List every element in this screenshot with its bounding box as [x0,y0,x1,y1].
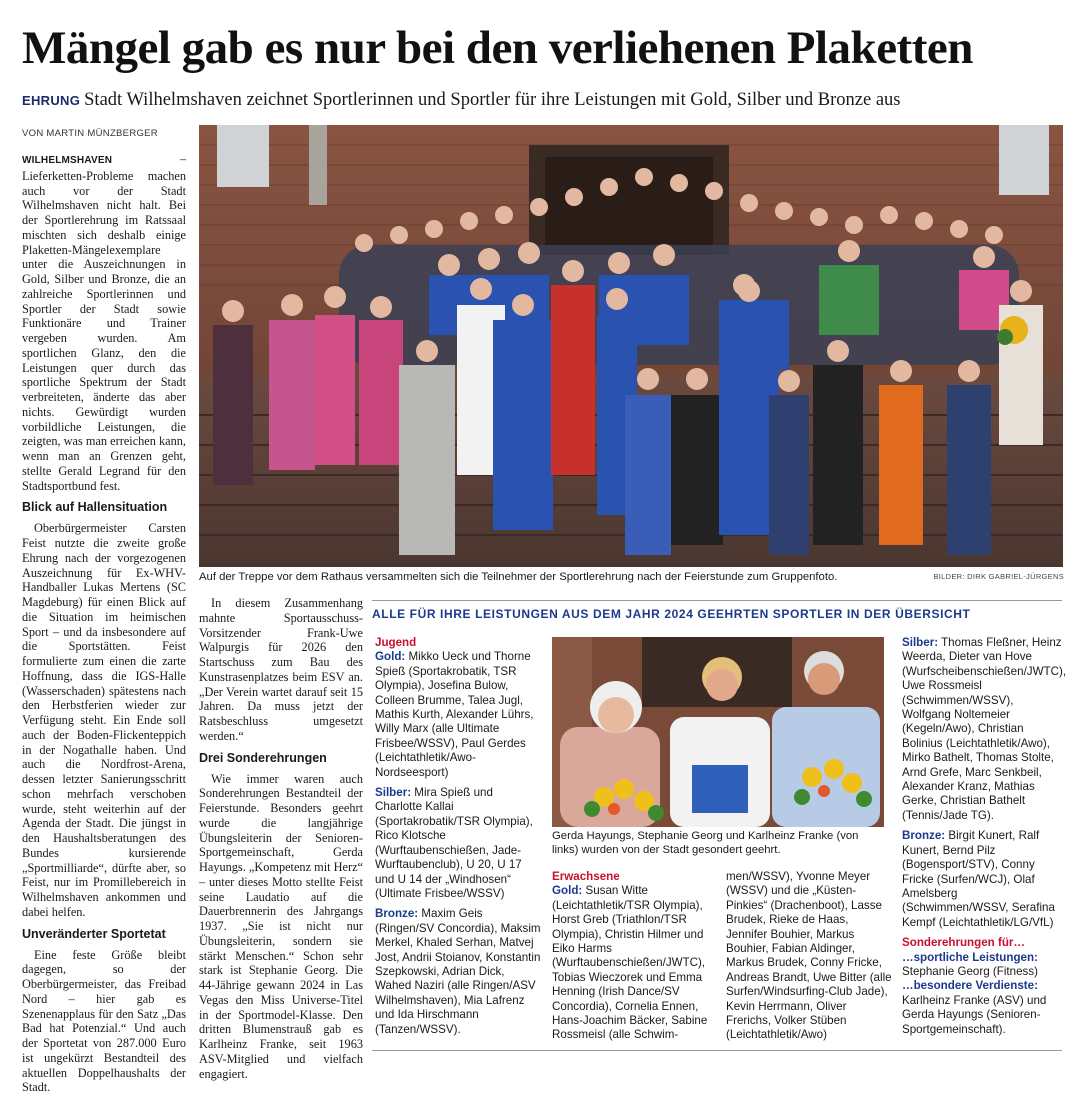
dateline: WILHELMSHAVEN [22,155,112,166]
section-heading-sonder: Sonderehrungen für… [902,936,1064,950]
gold-label: Gold: [552,884,582,897]
erwachsene-silber [902,636,1064,823]
silber-label: Silber: [375,786,411,799]
overview-title: ALLE FÜR IHRE LEISTUNGEN AUS DEM JAHR 2024 GEEHRTEN SPORTLER IN DER ÜBERSICHT [372,607,1062,621]
overview-erwachsene-b [726,870,892,1050]
subheading: Unveränderter Sportetat [22,926,186,942]
jugend-gold-names: Mikko Ueck und Thorne Spieß (Sportakrobatik, TSR Olympia), Josefina Bulow, Colleen Brumme, Talea Jugl, Mathis Kurth, Alexander Lührs, Willy Marx (alle Ultimate Frisbee/WSSV), Paul Gerdes (Leichtathletik/Awo-Nordseesport) [375,650,534,778]
silber-label: Silber: [902,636,938,649]
subheading: Drei Sonderehrungen [199,750,363,766]
section-heading-erwachsene: Erwachsene [552,870,718,884]
paragraph: In diesem Zusammenhang mahnte Sportausschuss-Vorsitzender Frank-Uwe Walpurgis für 2026 den Startschuss zum Bau des Kunstrasenplatzes beim ESV an. „Der Verein wartet darauf seit 15 Jahren. Da muss jetzt der Ratsbeschluss umgesetzt werden.“ [199,596,363,744]
erwachsene-gold-cont: men/WSSV), Yvonne Meyer (WSSV) und die „Küsten-Pinkies“ (Drachenboot), Lasse Brudek, Rieke de Haas, Jennifer Bouhier, Markus Bouhier, Fabian Aldinger, Markus Brudek, Conny Fricke, Andreas Brandt, Uwe Bitter (alle Surfen/Windsurfing-Club Jade), Kevin Herrmann, Oliver Frerichs, Volker Stüben (Leichtathletik/Awo) [726,870,892,1043]
sonder-verdienst: Karlheinz Franke (ASV) und Gerda Hayungs (Senioren-Sportgemeinschaft). [902,994,1064,1037]
group-photo-image [199,125,1063,567]
gold-label: Gold: [375,650,405,663]
jugend-silber [375,786,541,901]
erwachsene-gold-names-a: Susan Witte (Leichtathletik/TSR Olympia), Horst Greb (Triathlon/TSR Olympia), Christin Hilmer und Eiko Harms (Wurftaubenschießen/JWTC), Tobias Wieczorek und Emma Henning (Irish Dance/SV Concordia), Cornelia Ennen, Hans-Joachim Bäcker, Sabine Rossmeisl (alle Schwim- [552,884,707,1041]
erwachsene-bronze [902,829,1064,930]
honorees-photo-image [552,637,884,827]
erwachsene-bronze-names: Birgit Kunert, Ralf Kunert, Bernd Pilz (Bogensport/STV), Conny Fricke (Surfen/WCJ), Olaf Amelsberg (Schwimmen/WSSV, Serafina Kempf (Leichtathletik/LG/VfL) [902,829,1055,928]
jugend-gold [375,650,541,780]
honorees-photo [552,637,884,827]
subline [22,88,1062,113]
section-heading-jugend: Jugend [375,636,541,650]
paragraph: Oberbürgermeister Carsten Feist nutzte die zweite große Ehrung nach der vorgezogenen Auszeichnung für Ex-WHV-Handballer Lukas Mertens (SC Magdeburg) für einen Blick auf die Situation im heimischen Sport – und da insbesondere auf die Sportstätten. Feist formulierte zum einen die zarte Hoffnung, dass die IGS-Halle (Wasserschaden) spätestens nach den Herbstferien wieder zur Verfügung steht. Ein Ende soll auch der Boden-Flickenteppich in der Nogathalle haben. Und auch die Nordfrost-Arena, dessen letzter Sanierungsschritt schon mehrfach verschoben wurde, steht weiterhin auf der Agenda der Stadt. Die jüngst in den Haushaltsberatungen des Bundes kursierende „Sportmilliarde“, dürfte aber, so Feist, nur im Promillebereich in Wilhelmshaven ankommen und dabei helfen. [22,521,186,919]
author-byline: VON MARTIN MÜNZBERGER [22,128,158,139]
sonder-sport-label: …sportliche Leistungen: [902,951,1064,965]
paragraph-text: – Lieferketten-Probleme machen auch vor der Stadt Wilhelmshaven nicht halt. Bei der Sportlerehrung im Ratssaal mischten sich deshalb einige Plaketten-Mängelexemplare unter die Auszeichnungen in Gold, Silber und Bronze, die an zahlreiche Sportlerinnen und Sportler der Stadt sowie Funktionäre und Trainer vergeben wurden. Am sportlichen Glanz, den die Leistungen quer durch das sportliche Spektrum der Stadt verbreiteten, änderte das aber nichts. Gewürdigt wurden vorbildliche Leistungen, die zeigten, was man erreichen kann, wenn man an Grenzen geht, stellte Gerald Legrand für den Stadtsportbund fest. [22,152,186,493]
article-column-2 [199,596,363,1051]
paragraph: Eine feste Größe bleibt dagegen, so der Oberbürgermeister, das Freibad Nord – hier gab es Szenenapplaus für den Satz „Das Bad hat Potenzial.“ Und auch der Sportetat von 287.000 Euro ist ungekürzt Bestandteil des aktuellen Doppelhaushalts der Stadt. [22,948,186,1095]
overview-erwachsene-a [552,870,718,1050]
honorees-caption: Gerda Hayungs, Stephanie Georg und Karlheinz Franke (von links) wurden von der Stadt gesondert geehrt. [552,829,886,857]
kicker: EHRUNG [22,93,80,108]
subline-text: Stadt Wilhelmshaven zeichnet Sportlerinnen und Sportler für ihre Leistungen mit Gold, Silber und Bronze aus [84,90,900,110]
overview-rule-bottom [372,1050,1062,1051]
paragraph [22,152,186,493]
paragraph: Wie immer waren auch Sonderehrungen Bestandteil der Feierstunde. Besonders geehrt wurde die langjährige Übungsleiterin der Senioren-Sportgemeinschaft, Gerda Hayungs. „Kompetenz mit Herz“ – unter dieses Motto stellte Feist seine Laudatio auf die Dauerbrennerin des Jahrgangs 1937. „Sie ist nicht nur Übungsleiterin, sondern sie stärkt Menschen.“ Schon sehr stark ist Stephanie Georg. Die 44-Jährige gewann 2024 in Las Vegas den Miss Universe-Titel in der Sportmodel-Klasse. Den dritten Blumenstrauß gab es Karlheinz Franke, seit 1963 ASV-Mitglied und vielfach engagiert. [199,772,363,1082]
jugend-silber-names: Mira Spieß und Charlotte Kallai (Sportakrobatik/TSR Olympia), Rico Klotsche (Wurftaubenschießen, Jade-Wurftaubenclub), U 20, U 17 und U 14 der „Windhosen“ (Ultimate Frisbee/WSSV) [375,786,533,900]
erwachsene-gold [552,884,718,1042]
overview-column-silber-bronze [902,636,1064,1050]
erwachsene-silber-names: Thomas Fleßner, Heinz Weerda, Dieter van Hove (Wurfscheibenschießen/JWTC), Uwe Rossmeisl (Schwimmen/WSSV), Wolfgang Noltemeier (Kegeln/Awo), Christian Bolinius (Leichtathletik/Awo), Mirko Bathelt, Thomas Stolte, Arnd Grefe, Marc Senkbeil, Alexander Kranz, Mathias Gerke, Christian Bathelt (Tennis/Jade TG). [902,636,1066,822]
jugend-bronze-names: Maxim Geis (Ringen/SV Concordia), Maksim Merkel, Khaled Serhan, Matvej Jost, Andrii Stoianov, Konstantin Szepkowski, Adrian Dick, Wahed Naziri (alle Ringen/ASV Wilhelmshaven), Mia Lafrenz und Ida Hirschmann (Tanzen/WSSV). [375,907,541,1035]
headline: Mängel gab es nur bei den verliehenen Plaketten [22,22,1052,74]
bronze-label: Bronze: [375,907,418,920]
overview-rule-top [372,600,1062,601]
group-photo [199,125,1063,567]
photo-caption: Auf der Treppe vor dem Rathaus versammelten sich die Teilnehmer der Sportlerehrung nach der Feierstunde zum Gruppenfoto. [199,570,919,584]
sonder-sport: Stephanie Georg (Fitness) [902,965,1064,979]
sonder-verdienst-label: …besondere Verdienste: [902,979,1064,993]
article-column-1 [22,152,186,1052]
overview-column-jugend [375,636,541,1050]
subheading: Blick auf Hallensituation [22,499,186,515]
bronze-label: Bronze: [902,829,945,842]
photo-credit: BILDER: DIRK GABRIEL-JÜRGENS [928,572,1064,581]
jugend-bronze [375,907,541,1037]
